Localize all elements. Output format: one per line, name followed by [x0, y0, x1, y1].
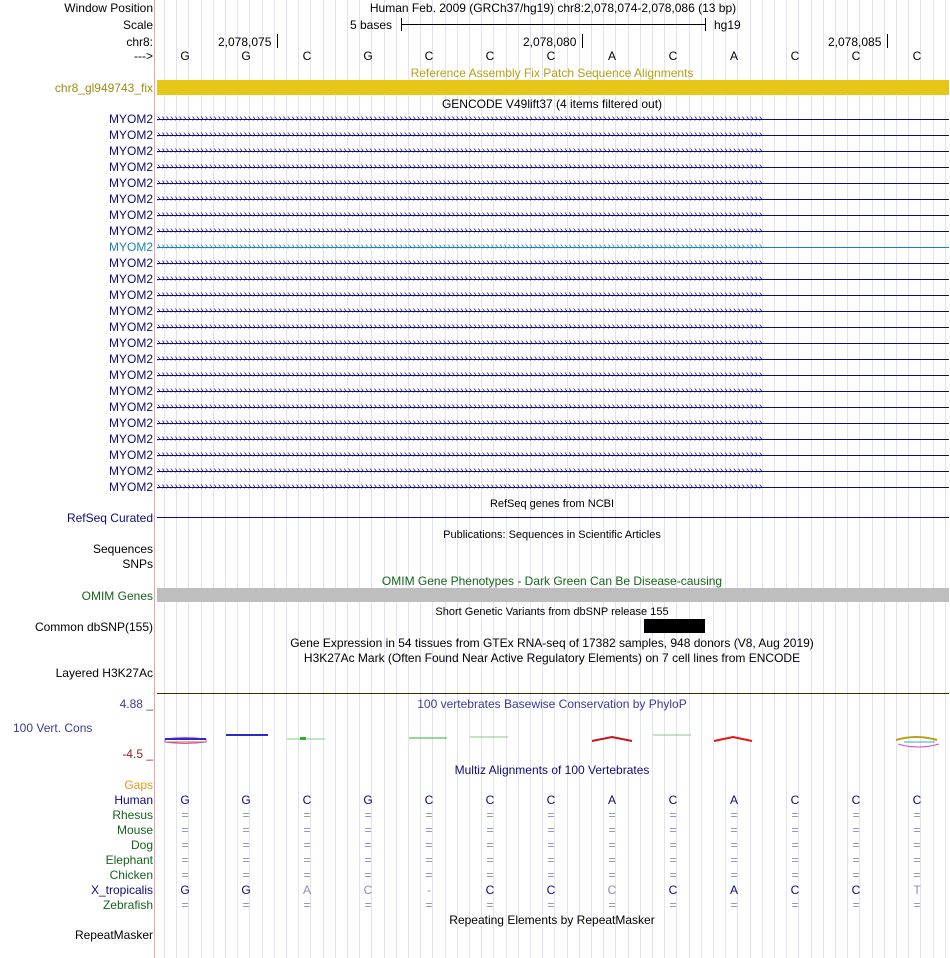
sequence-base: A [729, 49, 738, 63]
sequence-base: G [363, 49, 373, 63]
gencode-gene-label[interactable]: MYOM2 [108, 464, 153, 478]
alignment-base: = [364, 853, 372, 867]
alignment-base: C [668, 793, 678, 807]
alignment-base: = [669, 823, 677, 837]
gencode-strand-arrows: ›››››››››››››››››››››››››››››››››››››››››››››››››››››››››››››››››››››››››››››››››››››››››››››››››››››››››››››››››››››››››››››››››››››››››››› [157, 130, 764, 140]
alignment-base: = [425, 838, 433, 852]
alignment-base: = [181, 853, 189, 867]
window-position-value: Human Feb. 2009 (GRCh37/hg19) chr8:2,078,074-2,078,086 (13 bp) [369, 1, 737, 15]
alignment-base: C [912, 793, 922, 807]
alignment-base: C [485, 793, 495, 807]
alignment-base: = [730, 898, 738, 912]
sequence-base: C [668, 49, 678, 63]
species-label[interactable]: Dog [130, 838, 153, 852]
alignment-base: = [303, 838, 311, 852]
gencode-gene-label[interactable]: MYOM2 [108, 304, 153, 318]
gencode-gene-label[interactable]: MYOM2 [108, 352, 153, 366]
omim-label[interactable]: OMIM Genes [81, 589, 153, 603]
scale-label: Scale [122, 18, 153, 32]
species-label[interactable]: Chicken [109, 868, 153, 882]
alignment-base: = [791, 838, 799, 852]
alignment-base: = [486, 853, 494, 867]
alignment-base: = [303, 823, 311, 837]
alignment-base: = [730, 823, 738, 837]
alignment-base: = [730, 838, 738, 852]
phylop-label[interactable]: 100 Vert. Cons [13, 721, 93, 735]
sequence-base: C [424, 49, 434, 63]
sequence-base: A [607, 49, 616, 63]
sequence-base: C [790, 49, 800, 63]
alignment-base: C [485, 883, 495, 897]
h3k27ac-title: H3K27Ac Mark (Often Found Near Active Regulatory Elements) on 7 cell lines from ENCODE [303, 651, 801, 665]
alignment-base: = [669, 868, 677, 882]
alignment-base: = [730, 853, 738, 867]
alignment-base: = [791, 868, 799, 882]
gencode-gene-label[interactable]: MYOM2 [108, 368, 153, 382]
alignment-base: = [547, 823, 555, 837]
alignment-base: = [547, 853, 555, 867]
alignment-base: = [425, 853, 433, 867]
multiz-title: Multiz Alignments of 100 Vertebrates [454, 763, 650, 777]
refseq-label[interactable]: RefSeq Curated [66, 511, 153, 525]
gencode-strand-arrows: ›››››››››››››››››››››››››››››››››››››››››››››››››››››››››››››››››››››››››››››››››››››››››››››››››››››››››››››››››››››››››››››››››››››››››››› [157, 162, 764, 172]
sequence-base: C [851, 49, 861, 63]
gencode-gene-label[interactable]: MYOM2 [108, 144, 153, 158]
alignment-base: C [302, 793, 312, 807]
alignment-base: T [913, 883, 921, 897]
alignment-base: - [427, 883, 431, 897]
alignment-base: G [180, 793, 190, 807]
chrom-label: chr8: [126, 35, 153, 49]
alignment-base: C [851, 793, 861, 807]
species-label[interactable]: X_tropicalis [90, 883, 153, 897]
phylop-min-label: -4.5 _ [122, 747, 153, 761]
gencode-gene-label[interactable]: MYOM2 [108, 128, 153, 142]
coord-tick-label: 2,078,080 [523, 35, 577, 49]
alignment-base: = [486, 808, 494, 822]
gencode-gene-label[interactable]: MYOM2 [108, 480, 153, 494]
alignment-base: = [791, 823, 799, 837]
alignment-base: G [241, 883, 251, 897]
alignment-base: = [608, 838, 616, 852]
gencode-strand-arrows: ›››››››››››››››››››››››››››››››››››››››››››››››››››››››››››››››››››››››››››››››››››››››››››››››››››››››››››››››››››››››››››››››››››››››››››› [157, 242, 764, 252]
repeatmasker-title: Repeating Elements by RepeatMasker [449, 913, 655, 927]
alignment-base: = [730, 808, 738, 822]
gencode-gene-label[interactable]: MYOM2 [108, 112, 153, 126]
alignment-base: = [242, 808, 250, 822]
alignment-base: C [668, 883, 678, 897]
gencode-gene-label[interactable]: MYOM2 [108, 384, 153, 398]
alignment-base: G [363, 793, 373, 807]
alignment-base: = [669, 898, 677, 912]
alignment-base: = [303, 808, 311, 822]
alignment-base: = [364, 823, 372, 837]
alignment-base: = [181, 868, 189, 882]
gencode-strand-arrows: ›››››››››››››››››››››››››››››››››››››››››››››››››››››››››››››››››››››››››››››››››››››››››››››››››››››››››››››››››››››››››››››››››››››››››››› [157, 370, 764, 380]
gencode-strand-arrows: ›››››››››››››››››››››››››››››››››››››››››››››››››››››››››››››››››››››››››››››››››››››››››››››››››››››››››››››››››››››››››››››››››››››››››››› [157, 450, 764, 460]
alignment-base: = [608, 898, 616, 912]
species-label[interactable]: Zebrafish [102, 898, 153, 912]
gencode-strand-arrows: ›››››››››››››››››››››››››››››››››››››››››››››››››››››››››››››››››››››››››››››››››››››››››››››››››››››››››››››››››››››››››››››››››››››››››››› [157, 386, 764, 396]
publications-sequences-label[interactable]: Sequences [92, 542, 153, 556]
alignment-base: = [547, 808, 555, 822]
gencode-gene-label[interactable]: MYOM2 [108, 192, 153, 206]
alignment-base: = [913, 838, 921, 852]
gencode-gene-label[interactable]: MYOM2 [108, 176, 153, 190]
coord-tick-label: 2,078,085 [828, 35, 882, 49]
strand-label: ---> [134, 49, 153, 63]
gencode-strand-arrows: ›››››››››››››››››››››››››››››››››››››››››››››››››››››››››››››››››››››››››››››››››››››››››››››››››››››››››››››››››››››››››››››››››››››››››››› [157, 482, 764, 492]
sequence-base: C [302, 49, 312, 63]
alignment-base: C [790, 883, 800, 897]
alignment-base: = [852, 853, 860, 867]
sequence-base: C [485, 49, 495, 63]
alignment-base: = [425, 808, 433, 822]
alignment-base: = [242, 838, 250, 852]
alignment-base: C [546, 793, 556, 807]
gencode-strand-arrows: ›››››››››››››››››››››››››››››››››››››››››››››››››››››››››››››››››››››››››››››››››››››››››››››››››››››››››››››››››››››››››››››››››››››››››››› [157, 306, 764, 316]
species-label[interactable]: Rhesus [112, 808, 153, 822]
alignment-base: = [425, 823, 433, 837]
alignment-base: = [791, 898, 799, 912]
alignment-base: = [547, 868, 555, 882]
alignment-base: = [486, 868, 494, 882]
repeatmasker-label[interactable]: RepeatMasker [74, 928, 153, 942]
gaps-label[interactable]: Gaps [124, 778, 153, 792]
alignment-base: = [730, 868, 738, 882]
sequence-base: G [180, 49, 190, 63]
alignment-base: = [364, 838, 372, 852]
gencode-gene-label[interactable]: MYOM2 [108, 240, 153, 254]
gencode-gene-label[interactable]: MYOM2 [108, 288, 153, 302]
alignment-base: = [852, 823, 860, 837]
gencode-title: GENCODE V49lift37 (4 items filtered out) [441, 97, 663, 111]
alignment-base: = [669, 853, 677, 867]
coord-tick-label: 2,078,075 [218, 35, 272, 49]
dbsnp-label[interactable]: Common dbSNP(155) [34, 620, 153, 634]
gencode-gene-label[interactable]: MYOM2 [108, 400, 153, 414]
alignment-base: G [241, 793, 251, 807]
alignment-base: = [181, 823, 189, 837]
fix-patch-title: Reference Assembly Fix Patch Sequence Alignments [410, 66, 694, 80]
omim-title: OMIM Gene Phenotypes - Dark Green Can Be Disease-causing [381, 574, 723, 588]
scale-text: 5 bases [350, 18, 393, 32]
alignment-base: = [303, 898, 311, 912]
dbsnp-title: Short Genetic Variants from dbSNP release 155 [435, 606, 669, 618]
alignment-base: = [669, 808, 677, 822]
alignment-base: = [425, 898, 433, 912]
alignment-base: = [425, 868, 433, 882]
gencode-gene-label[interactable]: MYOM2 [108, 224, 153, 238]
alignment-base: = [242, 898, 250, 912]
publications-title: Publications: Sequences in Scientific Articles [443, 529, 661, 541]
alignment-base: A [729, 883, 738, 897]
publications-snps-label[interactable]: SNPs [122, 557, 153, 571]
gencode-gene-label[interactable]: MYOM2 [108, 208, 153, 222]
alignment-base: = [242, 868, 250, 882]
alignment-base: = [852, 898, 860, 912]
alignment-base: = [791, 853, 799, 867]
h3k27ac-label[interactable]: Layered H3K27Ac [55, 666, 153, 680]
gencode-strand-arrows: ›››››››››››››››››››››››››››››››››››››››››››››››››››››››››››››››››››››››››››››››››››››››››››››››››››››››››››››››››››››››››››››››››››››››››››› [157, 114, 764, 124]
species-label[interactable]: Elephant [105, 853, 153, 867]
alignment-base: = [852, 838, 860, 852]
alignment-base: C [607, 883, 617, 897]
alignment-base: = [913, 898, 921, 912]
gencode-strand-arrows: ›››››››››››››››››››››››››››››››››››››››››››››››››››››››››››››››››››››››››››››››››››››››››››››››››››››››››››››››››››››››››››››››››››››››››››› [157, 354, 764, 364]
alignment-base: = [486, 838, 494, 852]
alignment-base: = [364, 898, 372, 912]
alignment-base: = [181, 808, 189, 822]
phylop-max-label: 4.88 _ [119, 697, 153, 711]
species-label[interactable]: Mouse [116, 823, 153, 837]
sequence-base: C [912, 49, 922, 63]
alignment-base: C [851, 883, 861, 897]
alignment-base: = [608, 853, 616, 867]
alignment-base: = [547, 838, 555, 852]
scale-assembly: hg19 [714, 18, 741, 32]
alignment-base: C [363, 883, 373, 897]
gencode-gene-label[interactable]: MYOM2 [108, 160, 153, 174]
gencode-strand-arrows: ›››››››››››››››››››››››››››››››››››››››››››››››››››››››››››››››››››››››››››››››››››››››››››››››››››››››››››››››››››››››››››››››››››››››››››› [157, 226, 764, 236]
alignment-base: = [364, 868, 372, 882]
gencode-strand-arrows: ›››››››››››››››››››››››››››››››››››››››››››››››››››››››››››››››››››››››››››››››››››››››››››››››››››››››››››››››››››››››››››››››››››››››››››› [157, 194, 764, 204]
gencode-gene-label[interactable]: MYOM2 [108, 256, 153, 270]
alignment-base: = [913, 808, 921, 822]
alignment-base: = [303, 868, 311, 882]
alignment-base: = [913, 853, 921, 867]
gencode-gene-label[interactable]: MYOM2 [108, 272, 153, 286]
alignment-base: G [180, 883, 190, 897]
gencode-strand-arrows: ›››››››››››››››››››››››››››››››››››››››››››››››››››››››››››››››››››››››››››››››››››››››››››››››››››››››››››››››››››››››››››››››››››››››››››› [157, 402, 764, 412]
gencode-strand-arrows: ›››››››››››››››››››››››››››››››››››››››››››››››››››››››››››››››››››››››››››››››››››››››››››››››››››››››››››››››››››››››››››››››››››››››››››› [157, 258, 764, 268]
gencode-strand-arrows: ›››››››››››››››››››››››››››››››››››››››››››››››››››››››››››››››››››››››››››››››››››››››››››››››››››››››››››››››››››››››››››››››››››››››››››› [157, 210, 764, 220]
alignment-base: = [852, 868, 860, 882]
gencode-gene-label[interactable]: MYOM2 [108, 432, 153, 446]
window-position-label: Window Position [64, 1, 153, 15]
fix-patch-label[interactable]: chr8_gl949743_fix [54, 81, 153, 95]
alignment-base: = [913, 868, 921, 882]
alignment-base: A [607, 793, 616, 807]
alignment-base: = [608, 808, 616, 822]
alignment-base: A [302, 883, 311, 897]
gencode-gene-label[interactable]: MYOM2 [108, 448, 153, 462]
alignment-base: C [424, 793, 434, 807]
gtex-title: Gene Expression in 54 tissues from GTEx RNA-seq of 17382 samples, 948 donors (V8, Aug 2019) [290, 636, 814, 650]
alignment-base: C [546, 883, 556, 897]
gencode-gene-label[interactable]: MYOM2 [108, 320, 153, 334]
gencode-strand-arrows: ›››››››››››››››››››››››››››››››››››››››››››››››››››››››››››››››››››››››››››››››››››››››››››››››››››››››››››››››››››››››››››››››››››››››››››› [157, 434, 764, 444]
gencode-strand-arrows: ›››››››››››››››››››››››››››››››››››››››››››››››››››››››››››››››››››››››››››››››››››››››››››››››››››››››››››››››››››››››››››››››››››››››››››› [157, 274, 764, 284]
gencode-strand-arrows: ›››››››››››››››››››››››››››››››››››››››››››››››››››››››››››››››››››››››››››››››››››››››››››››››››››››››››››››››››››››››››››››››››››››››››››› [157, 418, 764, 428]
alignment-base: = [181, 898, 189, 912]
alignment-base: = [852, 808, 860, 822]
sequence-base: C [546, 49, 556, 63]
refseq-title: RefSeq genes from NCBI [489, 498, 615, 510]
gencode-strand-arrows: ›››››››››››››››››››››››››››››››››››››››››››››››››››››››››››››››››››››››››››››››››››››››››››››››››››››››››››››››››››››››››››››››››››››››››››› [157, 146, 764, 156]
alignment-base: C [790, 793, 800, 807]
gencode-strand-arrows: ›››››››››››››››››››››››››››››››››››››››››››››››››››››››››››››››››››››››››››››››››››››››››››››››››››››››››››››››››››››››››››››››››››››››››››› [157, 338, 764, 348]
alignment-base: = [242, 823, 250, 837]
gencode-strand-arrows: ›››››››››››››››››››››››››››››››››››››››››››››››››››››››››››››››››››››››››››››››››››››››››››››››››››››››››››››››››››››››››››››››››››››››››››› [157, 290, 764, 300]
phylop-title: 100 vertebrates Basewise Conservation by PhyloP [417, 697, 687, 711]
alignment-base: = [608, 868, 616, 882]
alignment-base: = [364, 808, 372, 822]
alignment-base: = [608, 823, 616, 837]
gencode-gene-label[interactable]: MYOM2 [108, 416, 153, 430]
gencode-strand-arrows: ›››››››››››››››››››››››››››››››››››››››››››››››››››››››››››››››››››››››››››››››››››››››››››››››››››››››››››››››››››››››››››››››››››››››››››› [157, 178, 764, 188]
sequence-base: G [241, 49, 251, 63]
alignment-base: = [913, 823, 921, 837]
gencode-strand-arrows: ›››››››››››››››››››››››››››››››››››››››››››››››››››››››››››››››››››››››››››››››››››››››››››››››››››››››››››››››››››››››››››››››››››››››››››› [157, 322, 764, 332]
alignment-base: = [242, 853, 250, 867]
alignment-base: = [547, 898, 555, 912]
species-label[interactable]: Human [114, 793, 153, 807]
alignment-base: A [729, 793, 738, 807]
alignment-base: = [486, 898, 494, 912]
alignment-base: = [181, 838, 189, 852]
gencode-gene-label[interactable]: MYOM2 [108, 336, 153, 350]
alignment-base: = [486, 823, 494, 837]
alignment-base: = [791, 808, 799, 822]
alignment-base: = [669, 838, 677, 852]
alignment-base: = [303, 853, 311, 867]
gencode-strand-arrows: ›››››››››››››››››››››››››››››››››››››››››››››››››››››››››››››››››››››››››››››››››››››››››››››››››››››››››››››››››››››››››››››››››››››››››››› [157, 466, 764, 476]
